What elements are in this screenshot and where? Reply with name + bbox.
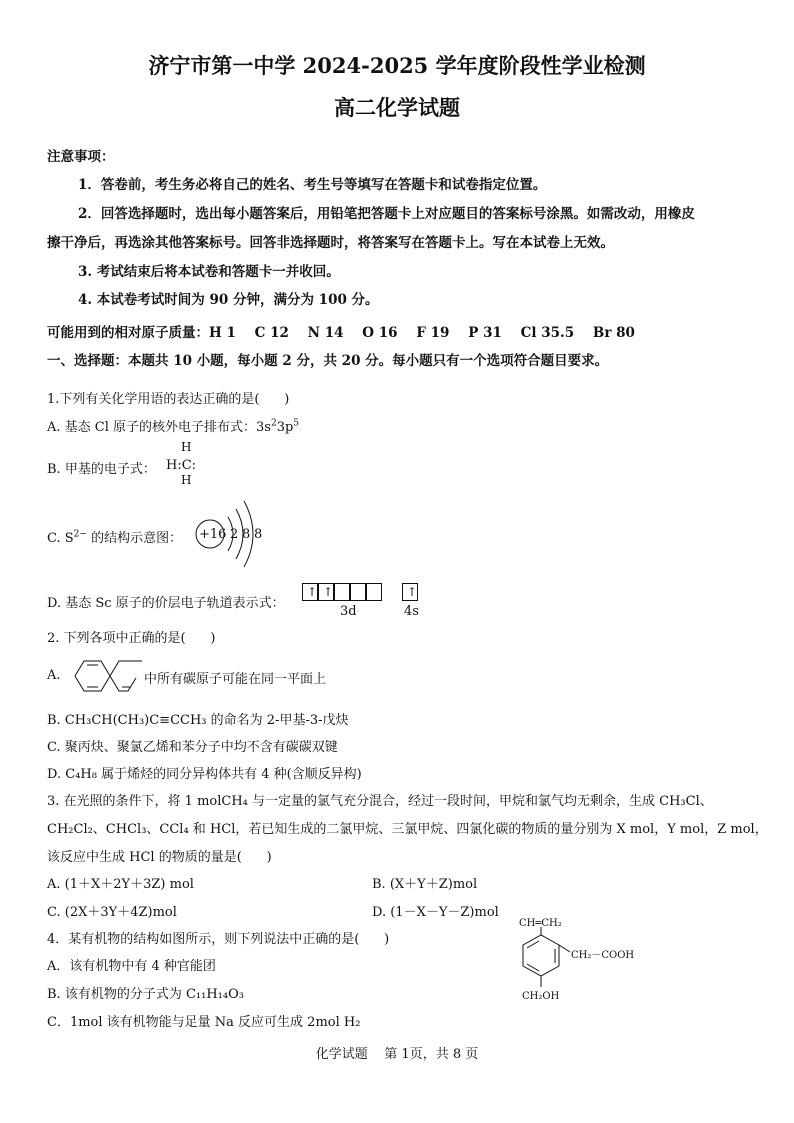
q3-stem-line-1: 3. 在光照的条件下，将 1 molCH₄ 与一定量的氯气充分混合，经过一段时间，甲烷和氯气均无剩余，生成 CH₃Cl、 bbox=[47, 794, 713, 809]
q4-stem: 4．某有机物的结构如图所示，则下列说法中正确的是( ) bbox=[47, 932, 390, 947]
acetic-acid-group: CH₂－COOH bbox=[571, 950, 635, 961]
orbital-3d-5 bbox=[366, 583, 382, 601]
q4-option-b: B. 该有机物的分子式为 C₁₁H₁₄O₃ bbox=[47, 987, 244, 1002]
q3-option-d: D. (1－X－Y－Z)mol bbox=[372, 905, 499, 920]
notice-heading: 注意事项： bbox=[47, 149, 115, 165]
naphthalene-vinyl-structure bbox=[70, 652, 144, 700]
q1-option-c: C. $S^{2-}$ 的结构示意图： bbox=[47, 529, 183, 546]
notice-item-2-cont: 擦干净后，再选涂其他答案标号。回答非选择题时，将答案写在答题卡上。写在本试卷上无效。 bbox=[47, 235, 614, 251]
q3-option-a: A. (1＋X＋2Y＋3Z) mol bbox=[47, 877, 194, 892]
section-1-heading: 一、选择题：本题共 10 小题，每小题 2 分，共 20 分。每小题只有一个选项符合题目要求。 bbox=[47, 353, 609, 369]
vinyl-group: CH═CH₂ bbox=[519, 918, 562, 929]
notice-item-3: 3. 考试结束后将本试卷和答题卡一并收回。 bbox=[78, 264, 340, 280]
methyl-h-c: H:C: bbox=[166, 458, 197, 473]
q3-option-b: B. (X＋Y＋Z)mol bbox=[372, 877, 478, 892]
exam-title: 济宁市第一中学 2024-2025 学年度阶段性学业检测 bbox=[148, 53, 646, 78]
q1-stem: 1.下列有关化学用语的表达正确的是( ) bbox=[47, 392, 290, 407]
methyl-h-bottom: H bbox=[181, 473, 192, 487]
q2-option-d: D. C₄H₈ 属于烯烃的同分异构体共有 4 种(含顺反异构) bbox=[47, 767, 362, 782]
notice-item-4: 4. 本试卷考试时间为 90 分钟，满分为 100 分。 bbox=[78, 292, 379, 308]
q2-stem: 2. 下列各项中正确的是( ) bbox=[47, 631, 216, 646]
orbital-3d-3 bbox=[334, 583, 350, 601]
q3-option-c: C. (2X＋3Y＋4Z)mol bbox=[47, 905, 177, 920]
q2-option-a-prefix: A. bbox=[47, 668, 61, 683]
q2-option-b: B. CH₃CH(CH₃)C≡CCH₃ 的命名为 2-甲基-3-戊炔 bbox=[47, 713, 349, 728]
q1-option-b: B. 甲基的电子式： bbox=[47, 462, 156, 477]
shell-count-1: 2 bbox=[230, 527, 239, 542]
q2-option-c: C. 聚丙炔、聚氯乙烯和苯分子中均不含有碳碳双键 bbox=[47, 740, 338, 755]
notice-item-1: 1．答卷前，考生务必将自己的姓名、考生号等填写在答题卡和试卷指定位置。 bbox=[78, 177, 547, 193]
orbital-3d-4 bbox=[350, 583, 366, 601]
label-4s: 4s bbox=[404, 604, 419, 619]
atomic-masses: 可能用到的相对原子质量：H 1 C 12 N 14 O 16 F 19 P 31 Cl 35.5 Br 80 bbox=[47, 325, 635, 341]
q4-option-c: C．1mol 该有机物能与足量 Na 反应可生成 2mol H₂ bbox=[47, 1015, 361, 1030]
exam-subtitle: 高二化学试题 bbox=[334, 95, 460, 120]
q1-option-d: D. 基态 Sc 原子的价层电子轨道表示式： bbox=[47, 596, 285, 611]
nucleus-charge: +16 bbox=[199, 527, 227, 542]
up-arrow-icon: ↑ bbox=[307, 585, 318, 599]
methyl-h-top: H bbox=[181, 440, 192, 454]
shell-count-2: 8 bbox=[242, 527, 251, 542]
shell-count-3: 8 bbox=[254, 527, 263, 542]
page-footer: 化学试题 第 1页，共 8 页 bbox=[315, 1047, 479, 1062]
q4-molecule-structure bbox=[495, 915, 635, 1010]
up-arrow-icon: ↑ bbox=[407, 585, 418, 599]
q4-option-a: A．该有机物中有 4 种官能团 bbox=[47, 959, 216, 974]
q3-stem-line-2: CH₂Cl₂、CHCl₃、CCl₄ 和 HCl，若已知生成的二氯甲烷、三氯甲烷、四氯化碳的物质的量分别为 X mol，Y mol，Z mol， bbox=[47, 822, 768, 837]
q2-option-a-text: 中所有碳原子可能在同一平面上 bbox=[144, 672, 327, 687]
hydroxymethyl-group: CH₂OH bbox=[522, 991, 560, 1002]
notice-item-2: 2．回答选择题时，选出每小题答案后，用铅笔把答题卡上对应题目的答案标号涂黑。如需改动，用橡皮 bbox=[78, 206, 695, 222]
q3-stem-line-3: 该反应中生成 HCl 的物质的量是( ) bbox=[47, 850, 272, 865]
q1-option-a: A. 基态 Cl 原子的核外电子排布式：$3s^23p^5$ bbox=[47, 418, 300, 435]
up-arrow-icon: ↑ bbox=[323, 585, 334, 599]
label-3d: 3d bbox=[340, 604, 357, 619]
